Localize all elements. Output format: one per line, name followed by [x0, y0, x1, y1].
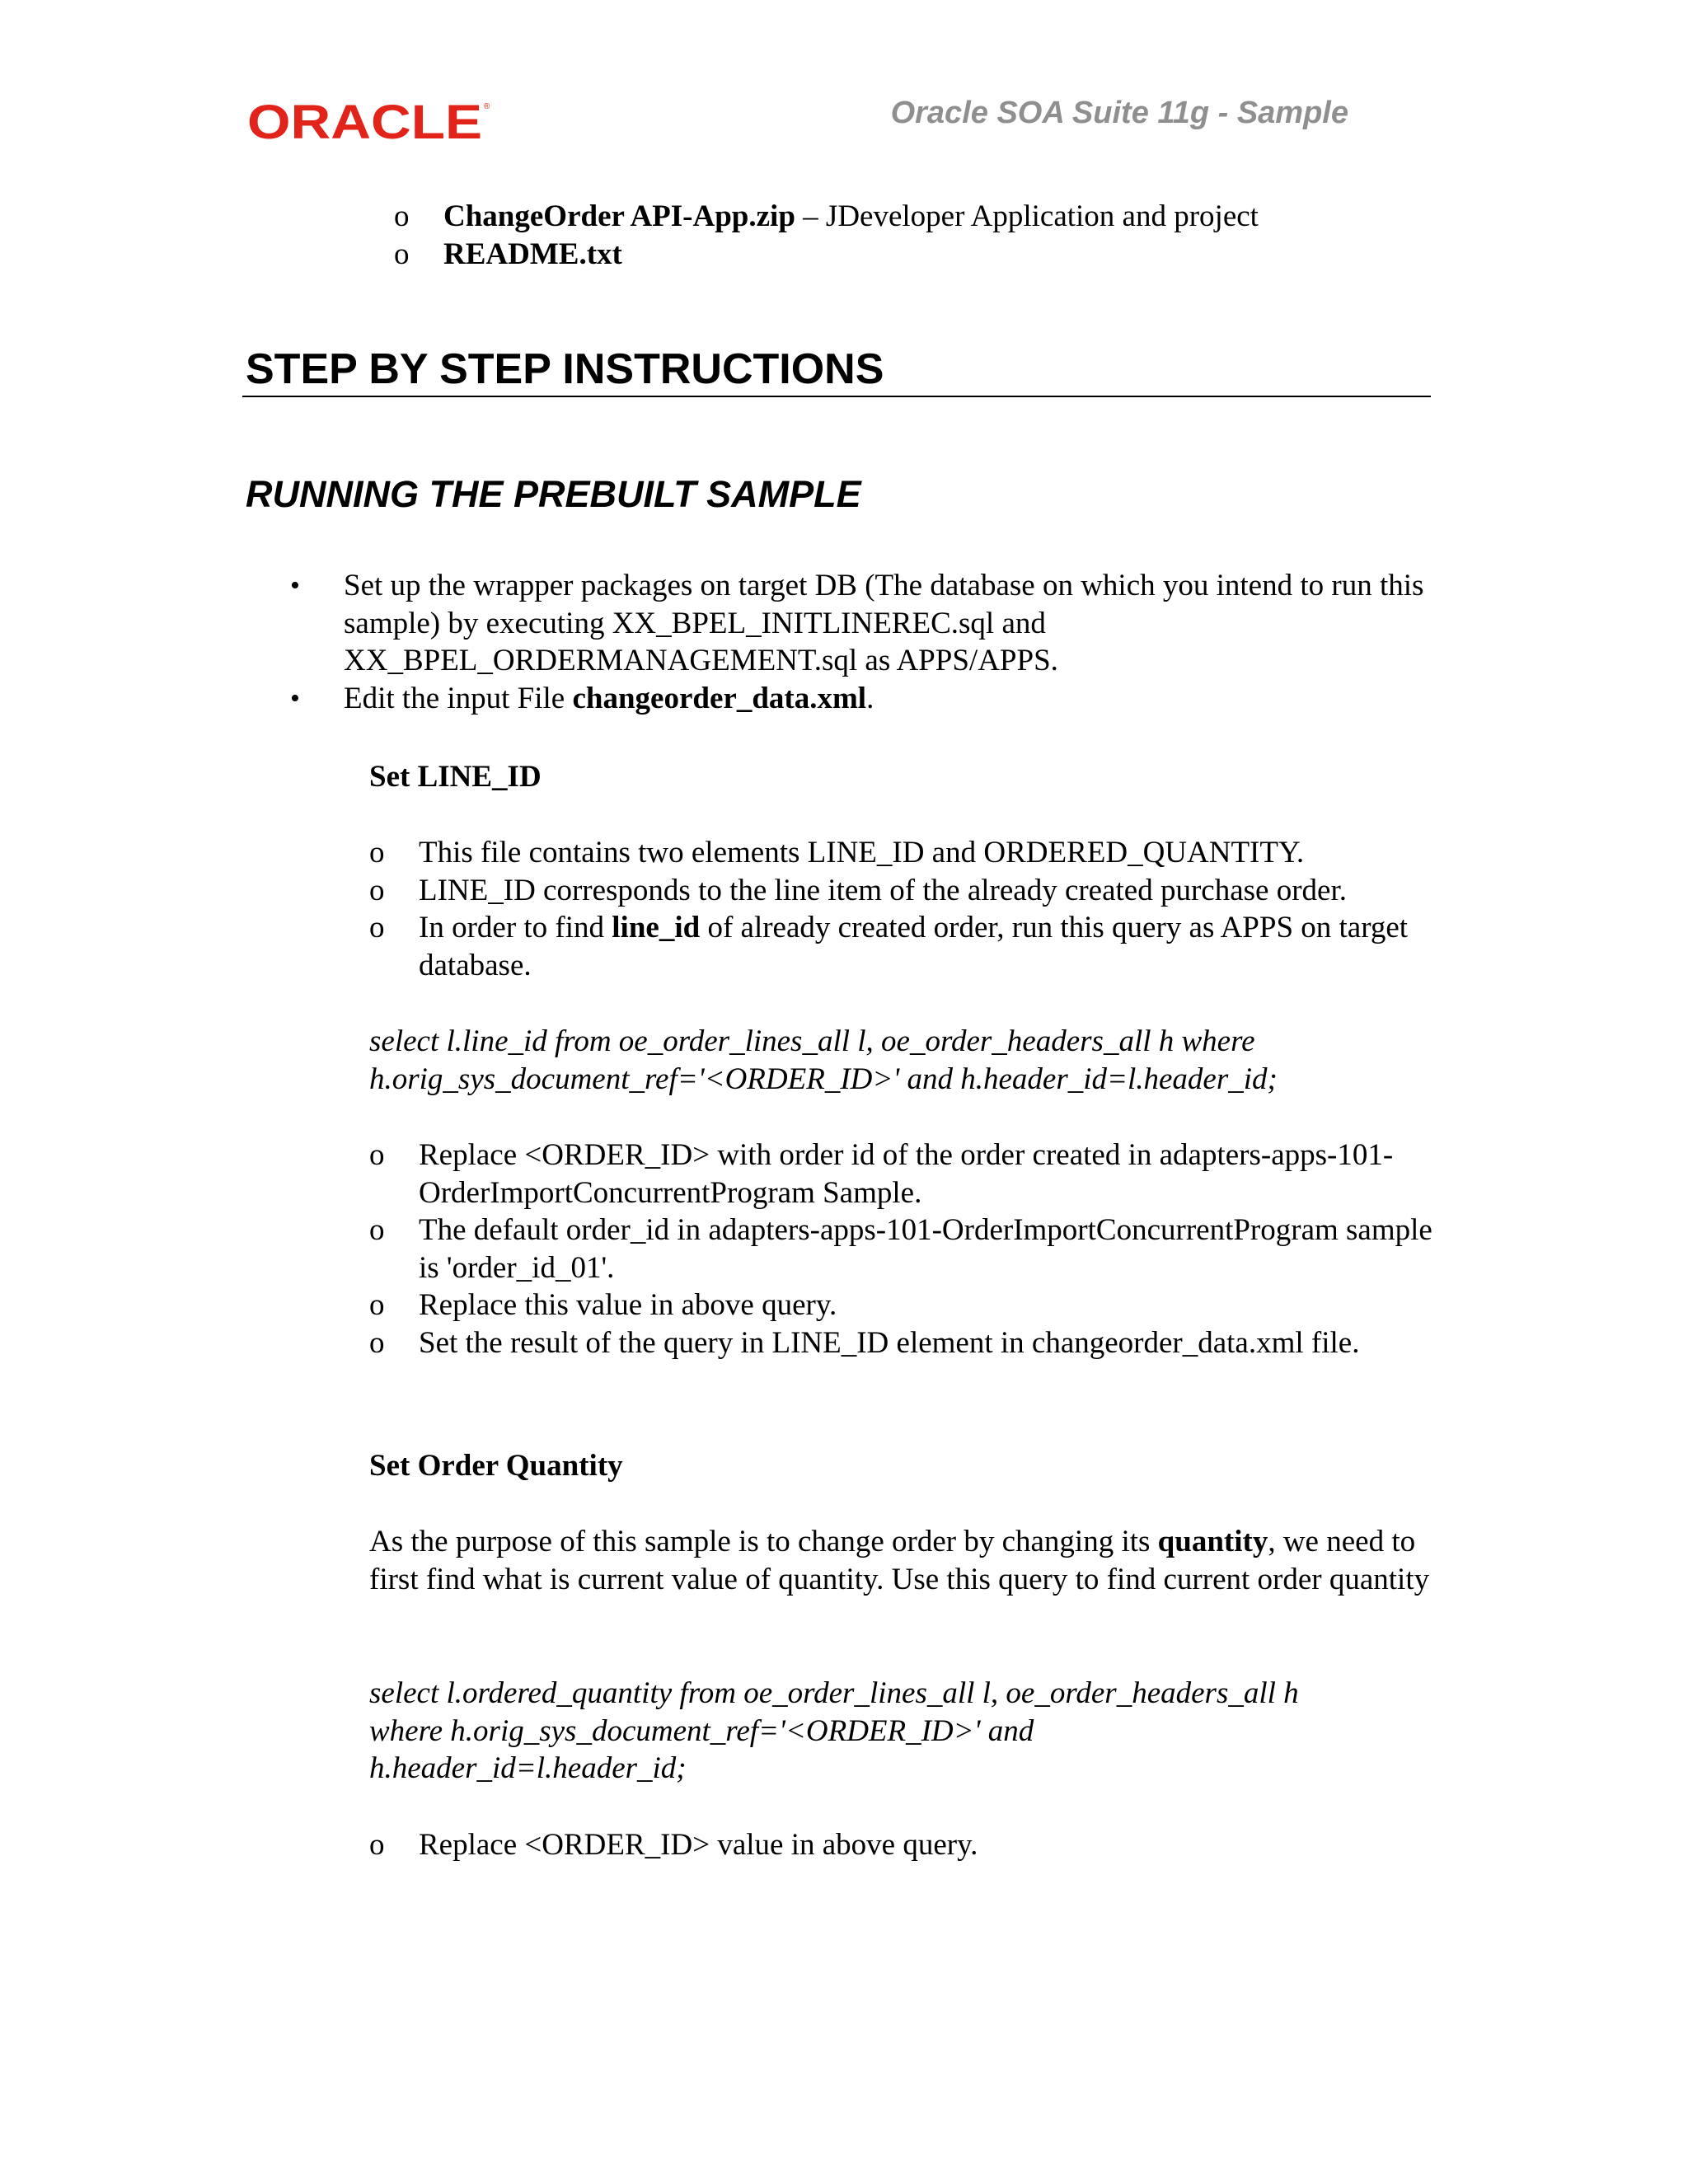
list-item — [369, 1137, 1441, 1212]
list-item — [369, 872, 1441, 910]
bullet-text: Set up the wrapper packages on target DB (The database on which you intend to run this sample) by executing XX_BPEL_INITLINEREC.sql and XX_BPEL_ORDERMANAGEMENT.sql as APPS/APPS. — [344, 569, 1424, 677]
bullet-icon: • — [290, 570, 300, 601]
input-file-name: changeorder_data.xml — [572, 681, 867, 715]
list-item-text: Replace this value in above query. — [419, 1288, 837, 1322]
hollow-bullet-icon: o — [394, 199, 410, 233]
hollow-bullet-icon: o — [369, 1828, 385, 1862]
list-item — [369, 1324, 1441, 1362]
line-id-list-a — [369, 834, 1441, 984]
list-item-text-end: of already created order, run this query as APPS on target database. — [419, 911, 1409, 982]
list-item-text: In order to find — [419, 911, 612, 944]
paragraph-text-end: , we need to first find what is current value of quantity. Use this query to find current order quantity — [369, 1525, 1430, 1596]
file-description: – JDeveloper Application and project — [795, 199, 1259, 233]
query-line: h.header_id=l.header_id; — [369, 1751, 687, 1785]
hollow-bullet-icon: o — [369, 873, 385, 907]
subsection-heading: RUNNING THE PREBUILT SAMPLE — [246, 473, 861, 515]
line-id-query: select l.line_id from oe_order_lines_all l, oe_order_headers_all h where h.orig_sys_document_ref='<ORDER_ID>' and h.header_id=l.header_id; — [369, 1024, 1278, 1096]
list-item-text: Replace <ORDER_ID> with order id of the order created in adapters-apps-101-OrderImportConcurrentProgram Sample. — [419, 1138, 1394, 1210]
list-item — [369, 1826, 1441, 1864]
list-item-text: Replace <ORDER_ID> value in above query. — [419, 1828, 978, 1862]
instruction-bullets — [290, 567, 1444, 717]
file-list — [394, 198, 1465, 273]
bullet-icon: • — [290, 682, 300, 714]
bullet-item — [290, 680, 1444, 718]
file-name: ChangeOrder API-App.zip — [443, 199, 795, 233]
header-title: Oracle SOA Suite 11g - Sample — [890, 96, 1348, 130]
hollow-bullet-icon: o — [394, 237, 410, 271]
file-item — [394, 236, 1465, 274]
hollow-bullet-icon: o — [369, 1325, 385, 1360]
quantity-term: quantity — [1157, 1525, 1268, 1558]
hollow-bullet-icon: o — [369, 836, 385, 869]
bullet-text: Edit the input File — [344, 681, 573, 715]
hollow-bullet-icon: o — [369, 911, 385, 944]
set-line-id-heading: Set LINE_ID — [369, 760, 542, 794]
oracle-logo-text: ORACLE — [247, 97, 482, 148]
hollow-bullet-icon: o — [369, 1138, 385, 1172]
file-item — [394, 198, 1465, 236]
list-item — [369, 909, 1441, 984]
list-item-text: This file contains two elements LINE_ID and ORDERED_QUANTITY. — [419, 836, 1305, 869]
list-item-text: Set the result of the query in LINE_ID element in changeorder_data.xml file. — [419, 1325, 1360, 1360]
file-name: README.txt — [443, 237, 622, 271]
svg-text:®: ® — [484, 102, 490, 111]
list-item-text: The default order_id in adapters-apps-101-OrderImportConcurrentProgram sample is 'order_id_01'. — [419, 1213, 1432, 1285]
order-quantity-query — [369, 1675, 1441, 1788]
bullet-text-end: . — [866, 681, 874, 715]
oracle-logo — [247, 97, 495, 148]
query-line: select l.ordered_quantity from oe_order_lines_all l, oe_order_headers_all h — [369, 1676, 1299, 1710]
paragraph-text: As the purpose of this sample is to change order by changing its — [369, 1525, 1158, 1558]
bullet-item — [290, 567, 1444, 680]
line-id-list-b — [369, 1137, 1441, 1361]
query-line: where h.orig_sys_document_ref='<ORDER_ID>' and — [369, 1713, 1034, 1748]
order-quantity-paragraph — [369, 1523, 1441, 1598]
line-id-term: line_id — [612, 911, 701, 944]
hollow-bullet-icon: o — [369, 1288, 385, 1322]
set-order-quantity-heading: Set Order Quantity — [369, 1449, 623, 1483]
hollow-bullet-icon: o — [369, 1213, 385, 1247]
list-item — [369, 1286, 1441, 1324]
list-item — [369, 1212, 1441, 1286]
section-heading: STEP BY STEP INSTRUCTIONS — [246, 345, 884, 393]
list-item — [369, 834, 1441, 872]
order-quantity-list — [369, 1826, 1441, 1864]
list-item-text: LINE_ID corresponds to the line item of the already created purchase order. — [419, 873, 1347, 907]
heading-rule — [242, 396, 1431, 397]
